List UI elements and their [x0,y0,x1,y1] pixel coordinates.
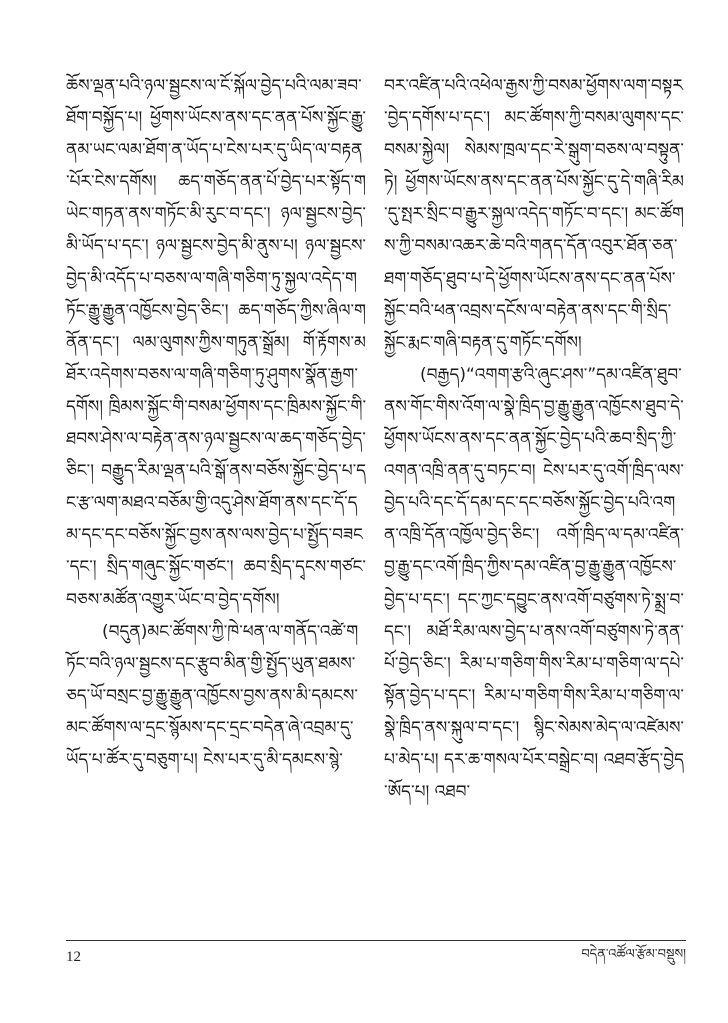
running-footer-title: བདེན་འཚོལ་རྩོམ་བསྡུས། [581,947,686,962]
paragraph: (བརྒྱད)“འགག་རྩའི་ཞུང་ཤས་”དམ་འཛིན་ཐུབ་ནས་གོང་གིས་འོག་ལ་སྣེ་ཁྲིད་བྱ་རྒྱུ་རྒྱུན་འཁྱོངས་ཐུབ་དེ་ཕྱོགས་ཡོངས་ནས་དང་ནན་སྐྱོང་བྱེད་པའི་ཆབ་སྲིད་ཀྱི་འགན་འཁྲི་ནན་དུ་བཏང་བ། ངེས་པར་དུ་འགོ་ཁྲིད་ལས་བྱེད་པའི་དང་དོ་དམ་དང་དང་བཅོས་སྐྱོང་བྱེད་པའི་འགན་འཁྲི་དོན་འཁྱོལ་བྱེད་ཅིང་། འགོ་ཁྲིད་ལ་དམ་འཛིན་བྱ་རྒྱུ་དང་འགོ་ཁྲིད་ཀྱིས་དམ་འཛིན་བྱ་རྒྱུ་རྒྱུན་འཁྱོངས་བྱེད་པ་དང་། དང་ཀྱང་དབྱུང་ནས་འགོ་བཙུགས་ཏེ་སྨྲ་བ་དང་། མཐོ་རིམ་ལས་བྱེད་པ་ནས་འགོ་བཙུགས་ཏེ་ནན་པོ་བྱེད་ཅིང་། རིམ་པ་གཅིག་གིས་རིམ་པ་གཅིག་ལ་དཔེ་སྟོན་བྱེད་པ་དང་། རིམ་པ་གཅིག་གིས་རིམ་པ་གཅིག་ལ་སྣེ་ཁྲིད་ནས་སྐུལ་བ་དང་། སྙིང་སེམས་མེད་ལ་འཛེམས་པ་མེད་པ། དར་ཆ་གསལ་པོར་བསྒྲེང་བ། འཐབ་རྩོད་བྱེད་ཨོད་པ། འཐབ་ [384,364,684,803]
right-text-column [384,70,684,808]
left-text-column [66,70,366,776]
paragraph: (བདུན)མང་ཚོགས་ཀྱི་ཁེ་ཕན་ལ་གནོད་འཚེ་གཏོང་བའི་ཉལ་སྦྱངས་དང་རྩུབ་མིན་གྱི་སྤྱོད་ཡུན་ཐམས་ཅད་ཡོ་བསྲང་བྱ་རྒྱུ་རྒྱུན་འཁྱོངས་བྱས་ནས་མི་དམངས་མང་ཚོགས་ལ་དྲང་སྙོམས་དང་དྲང་བདེན་ཞེ་འབྲམ་དུ་ཡོད་པ་ཚོར་དུ་བཅུག་པ། ངེས་པར་དུ་མི་དམངས་སྙེ་ [66,621,359,770]
footer-divider [66,940,686,941]
paragraph: བར་འཛིན་པའི་འཕེལ་རྒྱས་ཀྱི་བསམ་ཕྱོགས་ལག་བསྟར་བྱེད་དགོས་པ་དང་། མང་ཚོགས་ཀྱི་བསམ་ལུགས་དང་བསམ་སྐྱེལ། སེམས་ཁྲལ་དང་རེ་སྒུག་བཅས་ལ་བསྟུན་ཏེ། ཕྱོགས་ཡོངས་ནས་དང་ནན་པོས་སྐྱོང་དུ་དེ་གཞི་རིམ་དུ་སྤར་སྲིང་བ་རྒྱུར་སྐྱལ་འདེད་གཏོང་བ་དང་། མང་ཚོགས་ཀྱི་བསམ་འཆར་ཆེ་བའི་གནད་དོན་འབུར་ཐོན་ཅན་ཐག་གཅོད་ཐུབ་པ་དེ་ཕྱོགས་ཡོངས་ནས་དང་ནན་པོས་སྐྱོང་བའི་ཕན་འབྲས་དངོས་ལ་བརྟེན་ནས་དང་གི་སྲིད་སྐྱོང་རྨང་གཞི་བརྟན་དུ་གཏོང་དགོས། [384,76,684,353]
paragraph: ཆོས་ལྡན་པའི་ཉལ་སྦྱངས་ལ་ངོ་སྐོལ་བྱེད་པའི་ལམ་ཟབ་ཐོག་བསྐྱོད་པ། ཕྱོགས་ཡོངས་ནས་དང་ནན་པོས་སྐྱོང་རྒྱུ་ནམ་ཡང་ལམ་ཐོག་ན་ཡོད་པ་ངེས་པར་དུ་ཡིད་ལ་བརྟན་པོར་ངེས་དགོས། ཆད་གཅོད་ནན་པོ་བྱེད་པར་སྟོད་གཡེང་གཏན་ནས་གཏོང་མི་རུང་བ་དང་། ཉལ་སྦྱངས་བྱེད་མི་ཡོད་པ་དང་། ཉལ་སྦྱངས་བྱེད་མི་ནུས་པ། ཉལ་སྦྱངས་བྱེད་མི་འདོད་པ་བཅས་ལ་གཞི་གཅིག་ཏུ་སྐྱལ་འདེད་གཏོང་རྒྱུ་རྒྱུན་འཁྱོངས་བྱེད་ཅིང་། ཆད་གཅོད་ཀྱིས་ཞིལ་གནོན་དང་། ལམ་ལུགས་ཀྱིས་གཏུན་སྒྲོམ། གོ་རྟོགས་མཐོར་འདེགས་བཅས་ལ་གཞི་གཅིག་ཏུ་ཤུགས་སྣོན་རྒྱག་དགོས། ཁྲིམས་སྐྱོང་གི་བསམ་ཕྱོགས་དང་ཁྲིམས་སྐྱོང་གི་ཐབས་ཤེས་ལ་བརྟེན་ནས་ཉལ་སྦྱངས་ལ་ཆད་གཅོད་བྱེད་ཅིང་། བརྒྱུད་རིམ་ལྡན་པའི་སྒོ་ནས་བཅོས་སྐྱོང་བྱེད་པ་དང་རྩ་ལག་མཐའ་བཅོམ་གྱི་འདུ་ཤེས་ཐོག་ནས་དང་དོ་དམ་དང་དང་བཅོས་སྐྱོང་བྱས་ནས་ལས་བྱེད་པ་སྤྱོད་བཟང་དང་། སྲིད་གཞུང་སྐྱོང་གཙང་། ཆབ་སྲིད་དྭངས་གཙང་བཅས་མཚོན་འགྱུར་ཡོང་བ་བྱེད་དགོས། [66,76,367,610]
page-number: 12 [66,949,81,965]
